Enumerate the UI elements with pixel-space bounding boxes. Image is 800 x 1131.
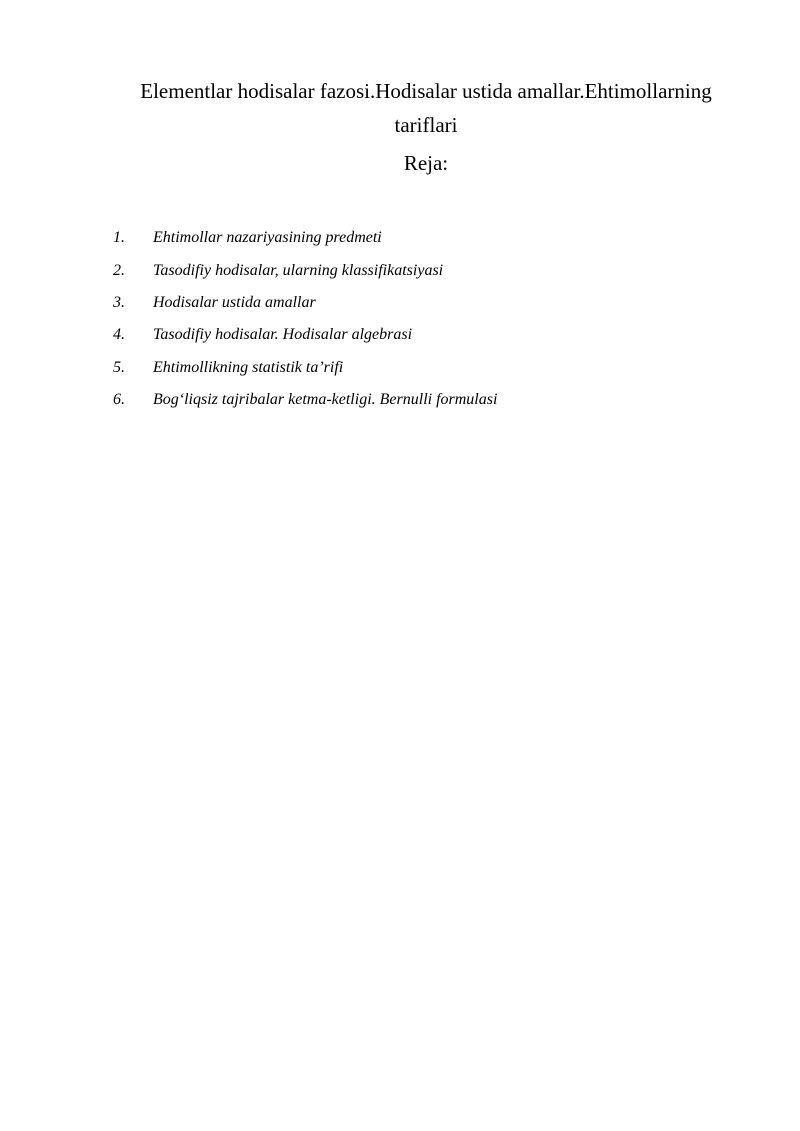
plan-item	[113, 254, 753, 286]
plan-item	[113, 384, 753, 416]
plan-item-number: 3.	[113, 293, 125, 311]
plan-list	[113, 222, 753, 416]
plan-item	[113, 319, 753, 351]
plan-item-text: Ehtimollar nazariyasining predmeti	[153, 229, 382, 247]
plan-item-number: 1.	[113, 229, 125, 247]
plan-item-text: Hodisalar ustida amallar	[153, 293, 316, 311]
plan-item-text: Ehtimollikning statistik ta’rifi	[153, 358, 344, 376]
plan-heading: Reja:	[403, 151, 449, 175]
plan-item	[113, 287, 753, 319]
plan-item-number: 2.	[113, 261, 125, 279]
plan-item-text: Tasodifiy hodisalar. Hodisalar algebrasi	[153, 326, 413, 344]
plan-item-number: 4.	[113, 326, 125, 344]
plan-item-number: 6.	[113, 391, 125, 409]
plan-item	[113, 352, 753, 384]
plan-item-text: Bog‘liqsiz tajribalar ketma-ketligi. Bernulli formulasi	[153, 391, 498, 409]
page-title: Elementlar hodisalar fazosi.Hodisalar ustida amallar.Ehtimollarning tariflari	[140, 79, 712, 137]
plan-item-number: 5.	[113, 358, 125, 376]
plan-item	[113, 222, 753, 254]
plan-item-text: Tasodifiy hodisalar, ularning klassifikatsiyasi	[153, 261, 444, 279]
